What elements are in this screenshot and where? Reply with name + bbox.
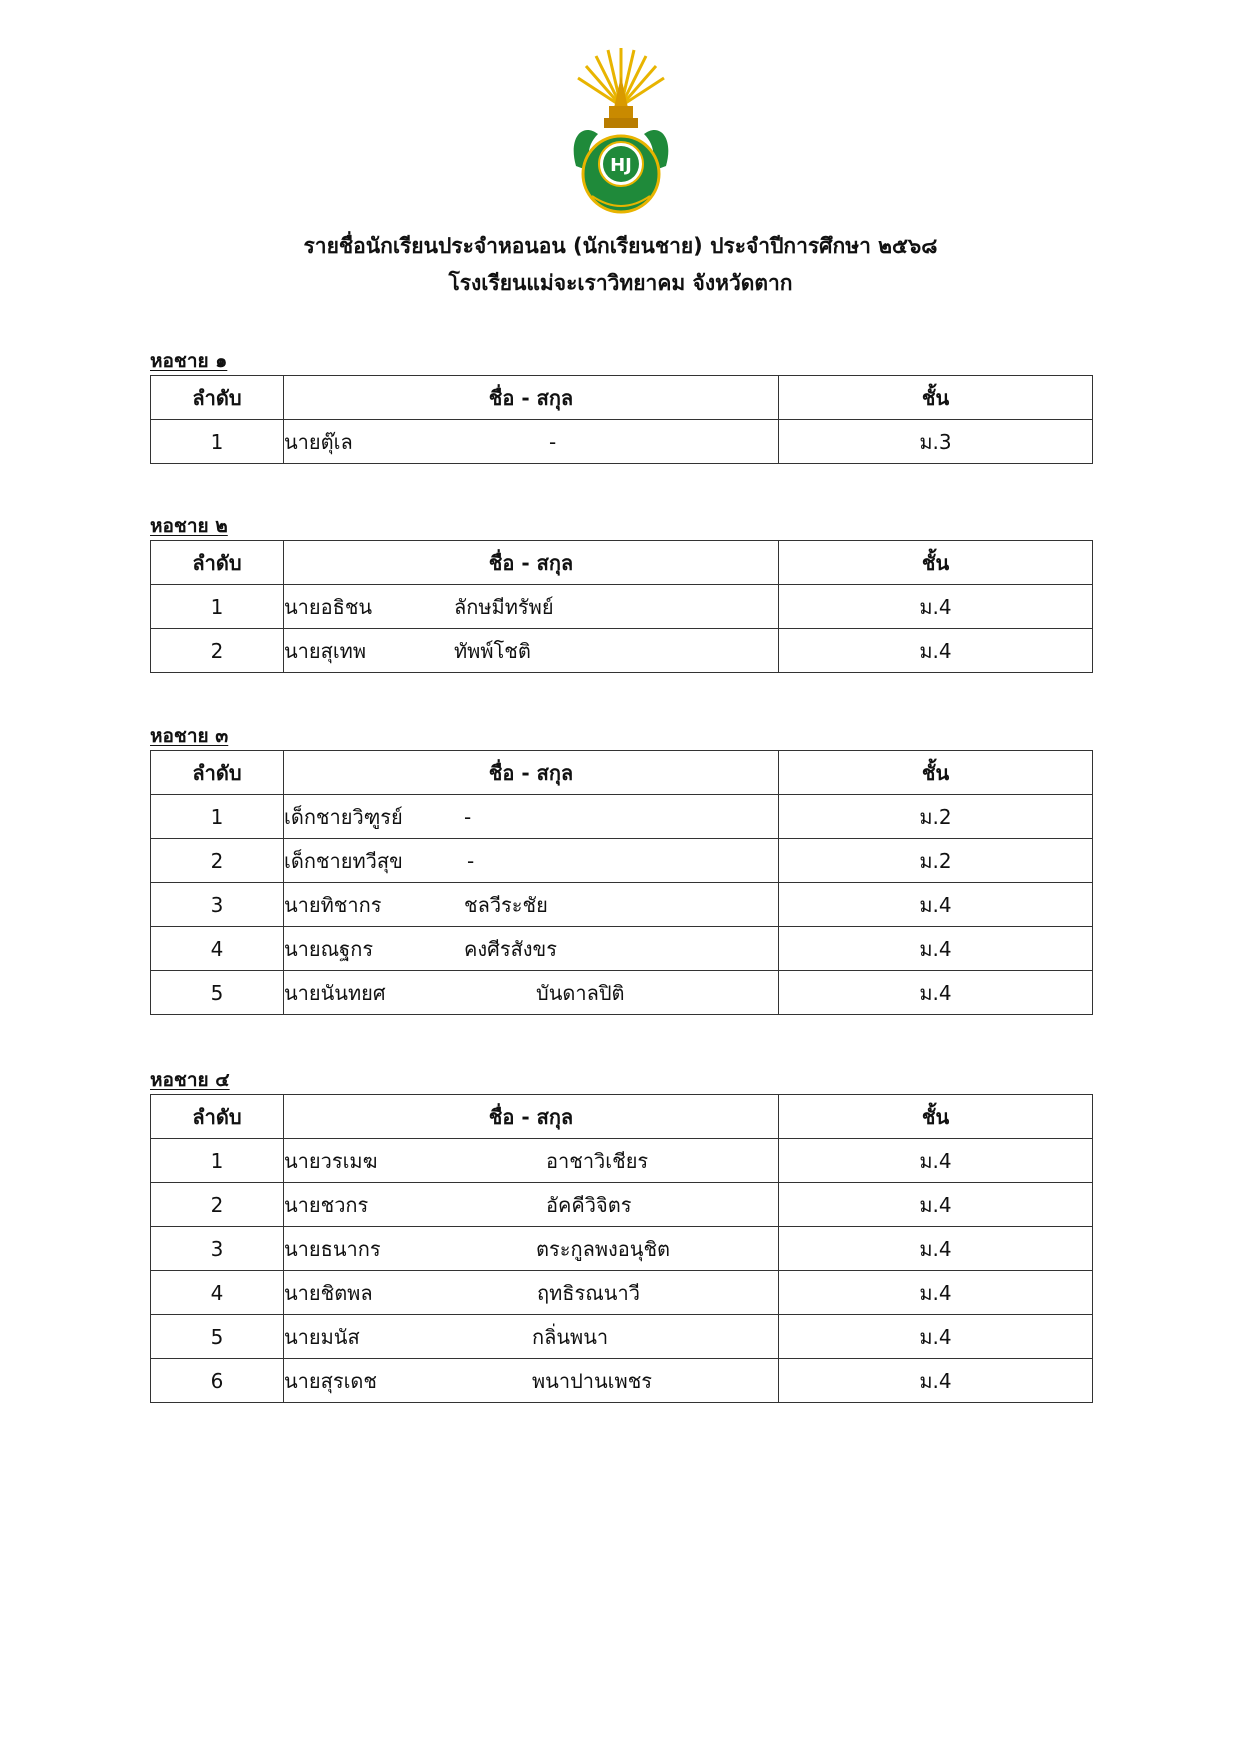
row-number: 1 [151,585,284,629]
student-name-cell [284,1227,779,1271]
first-name: นายชวกร [284,1192,369,1217]
grade-level: ม.4 [779,883,1093,927]
table-row [151,420,1093,464]
grade-level: ม.4 [779,971,1093,1015]
grade-level: ม.4 [779,927,1093,971]
student-name-cell [284,795,779,839]
dorm-3-table [150,750,1093,1015]
school-name-subtitle: โรงเรียนแม่จะเราวิทยาคม จังหวัดตาก [448,271,793,295]
grade-level: ม.4 [779,1183,1093,1227]
column-header-no: ลำดับ [151,751,284,795]
student-name-cell [284,927,779,971]
student-name-cell [284,971,779,1015]
row-number: 6 [151,1359,284,1403]
last-name: อัคคีวิจิตร [546,1192,632,1217]
student-name-cell [284,629,779,673]
last-name: คงศีรสังขร [464,936,557,961]
row-number: 4 [151,1271,284,1315]
table-header-row [151,1095,1093,1139]
last-name: กลิ่นพนา [532,1324,609,1349]
grade-level: ม.4 [779,1315,1093,1359]
last-name: - [467,848,475,873]
grade-level: ม.4 [779,1359,1093,1403]
student-name-cell [284,420,779,464]
first-name: นายตุ๊เล [284,429,353,454]
table-row [151,971,1093,1015]
table-row [151,585,1093,629]
student-name-cell [284,585,779,629]
student-name-cell [284,1271,779,1315]
column-header-grade: ชั้น [779,541,1093,585]
last-name: บันดาลปิติ [536,980,625,1005]
first-name: นายสุเทพ [284,638,367,663]
table-row [151,1315,1093,1359]
last-name: ลักษมีทรัพย์ [454,594,554,619]
table-row [151,1271,1093,1315]
school-emblem-logo [562,46,680,214]
svg-text:HJ: HJ [610,155,632,176]
table-row [151,1183,1093,1227]
first-name: นายนันทยศ [284,980,386,1005]
table-header-row [151,541,1093,585]
grade-level: ม.4 [779,1271,1093,1315]
grade-level: ม.4 [779,1227,1093,1271]
document-title: รายชื่อนักเรียนประจำหอนอน (นักเรียนชาย) ประจำปีการศึกษา ๒๕๖๘ [303,234,938,258]
first-name: เด็กชายวิฑูรย์ [284,804,403,829]
dorm-1-table [150,375,1093,464]
row-number: 1 [151,1139,284,1183]
row-number: 3 [151,883,284,927]
last-name: ตระกูลพงอนุชิต [536,1236,671,1261]
first-name: นายณฐกร [284,936,374,961]
dorm-4-table [150,1094,1093,1403]
table-header-row [151,376,1093,420]
dorm-4-label: หอชาย ๔ [150,1069,230,1091]
row-number: 4 [151,927,284,971]
row-number: 2 [151,839,284,883]
last-name: ชลวีระชัย [464,892,548,917]
first-name: นายวรเมฆ [284,1148,378,1173]
dorm-3-label: หอชาย ๓ [150,725,229,747]
table-row [151,1359,1093,1403]
row-number: 2 [151,629,284,673]
student-name-cell [284,883,779,927]
grade-level: ม.4 [779,629,1093,673]
last-name: ฤทธิรณนาวี [537,1280,640,1305]
first-name: นายทิชากร [284,892,382,917]
student-name-cell [284,1315,779,1359]
table-row [151,1139,1093,1183]
grade-level: ม.3 [779,420,1093,464]
first-name: นายสุรเดช [284,1368,377,1393]
student-name-cell [284,1183,779,1227]
last-name: พนาปานเพชร [532,1368,653,1393]
grade-level: ม.2 [779,839,1093,883]
row-number: 1 [151,420,284,464]
table-row [151,629,1093,673]
first-name: เด็กชายทวีสุข [284,848,403,873]
column-header-grade: ชั้น [779,376,1093,420]
first-name: นายชิตพล [284,1280,373,1305]
student-name-cell [284,1359,779,1403]
column-header-no: ลำดับ [151,1095,284,1139]
table-row [151,839,1093,883]
first-name: นายอธิชน [284,594,373,619]
last-name: - [549,429,557,454]
row-number: 1 [151,795,284,839]
column-header-grade: ชั้น [779,1095,1093,1139]
table-header-row [151,751,1093,795]
column-header-name: ชื่อ - สกุล [284,541,779,585]
column-header-grade: ชั้น [779,751,1093,795]
table-row [151,1227,1093,1271]
first-name: นายธนากร [284,1236,381,1261]
row-number: 3 [151,1227,284,1271]
dorm-1-label: หอชาย ๑ [150,350,228,372]
grade-level: ม.4 [779,585,1093,629]
student-name-cell [284,839,779,883]
column-header-name: ชื่อ - สกุล [284,751,779,795]
column-header-name: ชื่อ - สกุล [284,1095,779,1139]
column-header-no: ลำดับ [151,376,284,420]
row-number: 2 [151,1183,284,1227]
grade-level: ม.2 [779,795,1093,839]
table-row [151,795,1093,839]
dorm-2-label: หอชาย ๒ [150,515,228,537]
column-header-no: ลำดับ [151,541,284,585]
row-number: 5 [151,971,284,1015]
dorm-2-table [150,540,1093,673]
first-name: นายมนัส [284,1324,360,1349]
table-row [151,883,1093,927]
last-name: - [464,804,472,829]
last-name: อาชาวิเชียร [546,1148,649,1173]
row-number: 5 [151,1315,284,1359]
grade-level: ม.4 [779,1139,1093,1183]
table-row [151,927,1093,971]
column-header-name: ชื่อ - สกุล [284,376,779,420]
student-name-cell [284,1139,779,1183]
last-name: ทัพพ์โชติ [454,638,531,663]
